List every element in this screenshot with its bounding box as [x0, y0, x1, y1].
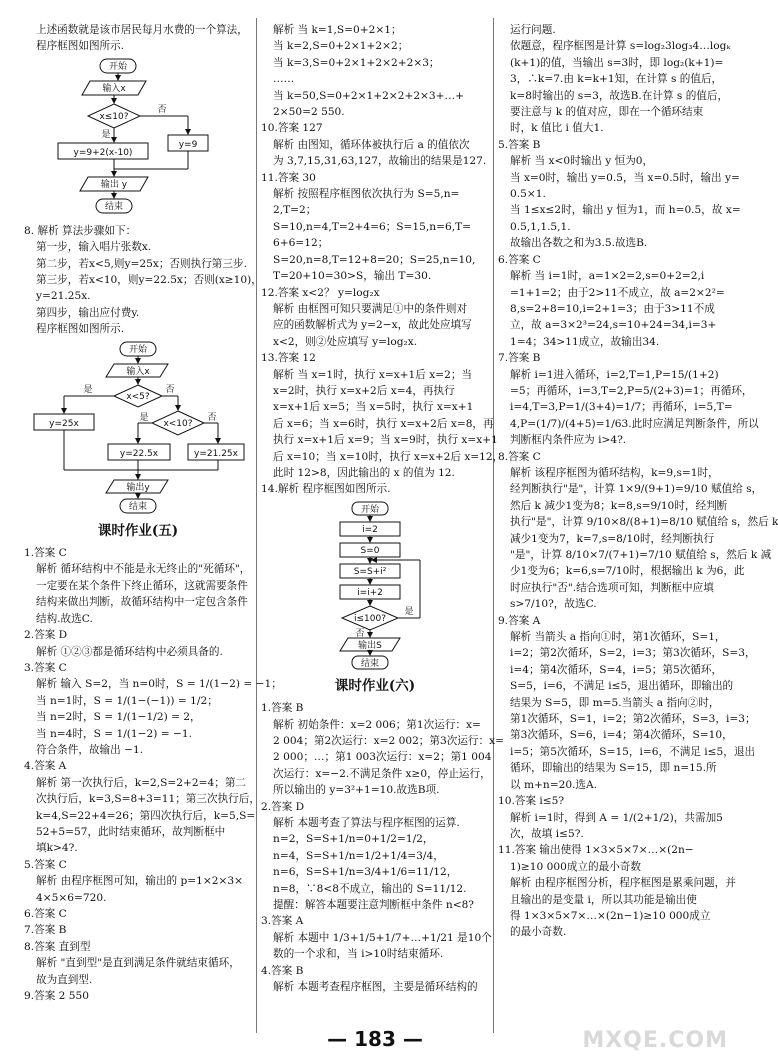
text-line: 2.答案 D: [24, 629, 68, 642]
text-line: 程序框图如图所示.: [36, 40, 125, 53]
text-line: 1.答案 C: [24, 547, 67, 560]
text-line: 解析 ①②③都是循环结构中必须具备的.: [36, 645, 223, 658]
text-line: 解析 循环结构中不能是永无终止的"死循环"，: [36, 563, 251, 576]
text-line: 解析 本题中 1/3+1/5+1/7+…+1/21 是10个: [273, 931, 492, 944]
text-line: 解析 i=1进入循环，i=2,T=1,P=15/(1+2): [510, 368, 719, 381]
text-line: 9.答案 A: [498, 614, 541, 627]
flowchart-water-fee: [38, 57, 238, 219]
text-line: 4.答案 A: [24, 760, 67, 773]
fc3-b1: i=2: [362, 524, 378, 535]
text-line: 7.答案 B: [498, 352, 541, 365]
page-number: — 183 —: [327, 1027, 423, 1051]
fc2-start: 开始: [128, 344, 148, 355]
fc3-end: 结束: [360, 658, 380, 669]
text-line: 4.答案 B: [261, 964, 304, 977]
text-line: 4×5×6=720.: [36, 891, 107, 904]
text-line: 1)≥10 000成立的最小奇数: [510, 860, 641, 873]
text-line: 当 x=0时，输出 y=0.5，当 x=0.5时，输出 y=: [510, 171, 740, 184]
text-line: 9.答案 2 550: [24, 990, 89, 1003]
text-line: 第二步，若x<5,则y=25x；否则执行第三步.: [36, 257, 247, 270]
text-line: 经判断执行"是"，计算 1×9/(9+1)=9/10 赋值给 s，: [510, 483, 763, 496]
text-line: 解析 由程序框图可知，输出的 p=1×2×3×: [36, 875, 243, 888]
text-line: 8.答案 直到型: [24, 940, 91, 953]
text-line: 当 n=4时，S = 1/(1−2) = −1.: [36, 727, 192, 740]
text-line: 应的函数解析式为 y=2−x，故此处应填写: [273, 319, 472, 332]
column-3: [498, 22, 778, 941]
text-line: 当 n=2时，S = 1/(1−1/2) = 2，: [36, 711, 201, 724]
text-line: 次，故填 i≤5?.: [510, 827, 584, 840]
text-line: 执行"是"，计算 9/10×8/(8+1)=8/10 赋值给 s，然后 k: [510, 516, 778, 529]
text-line: 的最小奇数.: [510, 926, 567, 939]
text-line: n=6，S=S+1/n=3/4+1/6=11/12，: [273, 866, 458, 879]
fc1-no: 否: [157, 104, 167, 115]
fc3-b4: i=i+2: [357, 587, 383, 598]
text-line: 循环，即输出的结果为 S=15，即 n=15.所: [510, 762, 717, 775]
text-line: 程序框图如图所示.: [36, 323, 125, 336]
text-line: 8.答案 C: [498, 450, 541, 463]
text-line: 此时 12>8，因此输出的 x 的值为 12.: [273, 466, 455, 479]
text-line: 2 004；第2次运行：x=2 002；第3次运行：x=: [273, 735, 504, 747]
text-line: 3.答案 A: [261, 915, 304, 928]
col2-top-text: [261, 22, 504, 498]
fc2-b3: y=21.25x: [194, 448, 238, 459]
column-divider-2: [493, 18, 494, 1033]
text-line: 以 m+n=20.选A.: [510, 778, 598, 791]
fc1-cond: x≤10?: [99, 111, 129, 122]
text-line: 运行问题.: [510, 24, 556, 36]
text-line: 执行 x=x+1后 x=9；当 x=9时，执行 x=x+1: [273, 434, 498, 447]
text-line: 立，故 a=3×2³=24,s=10+24=34,i=3+: [510, 319, 717, 332]
text-line: i=5；第5次循环，S=15，i=6，不满足 i≤5，退出: [510, 745, 756, 758]
text-line: 判断框内条件应为 i>4?.: [510, 434, 627, 447]
text-line: 5.答案 C: [24, 858, 67, 871]
section-heading-5: 课时作业(五): [97, 522, 179, 539]
text-line: 解析 当 x<0时输出 y 恒为0，: [510, 155, 654, 168]
text-line: 当 k=50,S=0+2×1+2×2+2×3+…+: [273, 89, 465, 102]
text-line: x<2，则②处应填写 y=log₂x.: [273, 335, 418, 348]
text-line: 解析 当箭头 a 指向①时，第1次循环，S=1，: [510, 631, 726, 644]
text-line: 解析 当 x=1时，执行 x=x+1后 x=2；当: [273, 368, 473, 381]
fc1-left-text: y=9+2(x-10): [73, 147, 133, 158]
fc2-no-2: 否: [207, 412, 217, 423]
fc3-cond: i≤100?: [354, 613, 386, 624]
text-line: 解析 当 k=1,S=0+2×1；: [273, 24, 402, 36]
text-line: y=21.25x.: [36, 290, 91, 303]
text-line: 第四步，输出应付费y.: [36, 306, 140, 319]
text-line: 3.答案 C: [24, 661, 67, 674]
text-line: 当 n=1时，S = 1/(1−(−1)) = 1/2；: [36, 694, 218, 707]
text-line: 当 1≤x≤2时，输出 y 恒为1，而 h=0.5，故 x=: [510, 204, 741, 217]
text-line: 解析 该程序框图为循环结构，k=9,s=1时，: [510, 466, 719, 479]
text-line: k=4,S=22+4=26；第四次执行后，k=5,S=: [36, 809, 256, 822]
fc1-input: 输入x: [102, 83, 126, 94]
text-line: 10.答案 127: [261, 122, 323, 135]
text-line: 14.解析 程序框图如图所示.: [261, 483, 391, 496]
text-line: T=20+10=30>S，输出 T=30.: [273, 270, 432, 283]
fc1-output: 输出 y: [100, 179, 128, 190]
text-line: 时应执行"否".结合选项可知，判断框中应填: [510, 581, 714, 594]
fc1-start: 开始: [108, 61, 128, 72]
text-line: 解析 本题考查了算法与程序框图的运算.: [273, 817, 460, 830]
text-line: 第一步，输入唱片张数x.: [36, 241, 152, 254]
text-line: 1=4；34>11成立，故输出34.: [510, 335, 660, 348]
text-line: 当 k=2,S=0+2×1+2×2；: [273, 40, 409, 53]
col1-mid-text: [24, 223, 262, 338]
fc2-input: 输入x: [126, 366, 150, 377]
text-line: 6.答案 C: [498, 253, 541, 266]
text-line: n=2，S=S+1/n=0+1/2=1/2，: [273, 833, 434, 846]
text-line: 解析 i=1时，得到 A = 1/(2+1/2)，共需加5: [510, 811, 723, 824]
text-line: 所以输出的 y=3²+1=10.故选B项.: [273, 784, 440, 797]
fc3-start: 开始: [360, 504, 380, 515]
text-line: 为 3,7,15,31,63,127，故输出的结果是127.: [273, 155, 487, 168]
text-line: "是"，计算 8/10×7/(7+1)=7/10 赋值给 s，然后 k 减: [510, 549, 772, 561]
text-line: 52+5=57，此时结束循环，故判断框中: [36, 825, 226, 838]
fc2-yes-1: 是: [83, 384, 93, 395]
text-line: 解析 当 i=1时，a=1×2=2,s=0+2=2,i: [510, 270, 705, 283]
fc1-end: 结束: [104, 201, 124, 212]
text-line: 一定要在某个条件下终止循环，这就需要条件: [36, 579, 248, 592]
fc2-yes-2: 是: [139, 412, 149, 423]
column-divider-1: [256, 18, 257, 1033]
section-heading-6: 课时作业(六): [334, 677, 416, 694]
text-line: k=8时输出的 s=3，故选B.在计算 s 的值后，: [510, 89, 729, 102]
text-line: 第三步，若x<10，则y=22.5x；否则(x≥10)，: [36, 274, 262, 287]
text-line: 解析 由图知，循环体被执行后 a 的值依次: [273, 138, 470, 151]
text-line: =1+1=2；由于2>11不成立，故 a=2×2²=: [510, 286, 725, 299]
text-line: n=4，S=S+1/n=1/2+1/4=3/4，: [273, 849, 444, 862]
text-line: 提醒：解答本题要注意判断框中条件 n<8?: [273, 899, 474, 912]
text-line: 然后 k 减少1变为8；k=8,s=9/10时，经判断: [510, 499, 728, 512]
text-line: 解析 "直到型"是直到满足条件就结束循环，: [36, 957, 240, 970]
text-line: 第3次循环，S=6，i=4；第4次循环，S=10，: [510, 729, 733, 742]
text-line: 依题意，程序框图是计算 s=log₂3log₃4…logₖ: [510, 40, 731, 53]
text-line: S=10,n=4,T=2+4=6；S=15,n=6,T=: [273, 220, 472, 233]
text-line: 结构.故选C.: [36, 612, 93, 625]
text-line: 8. 解析 算法步骤如下：: [24, 224, 137, 237]
text-line: 2.答案 D: [261, 800, 305, 813]
text-line: 4,P=(1/7)/(4+5)=1/63.此时应满足判断条件，所以: [510, 417, 759, 430]
text-line: 数的一个求和，当 i>10时结束循环.: [273, 948, 444, 961]
flowchart-sum-squares: [290, 500, 460, 670]
text-line: 符合条件，故输出 −1.: [36, 743, 144, 756]
text-line: 7.答案 B: [24, 924, 67, 937]
text-line: 解析 由框图可知只要满足①中的条件则对: [273, 302, 468, 315]
text-line: 得 1×3×5×7×…×(2n−1)≥10 000成立: [510, 909, 711, 922]
text-line: =5；再循环，i=3,T=2,P=5/(2+3)=1；再循环，: [510, 384, 753, 397]
text-line: 后 x=10；当 x=10时，执行 x=x+2后 x=12，: [273, 450, 504, 463]
text-line: 故输出各数之和为3.5.故选B.: [510, 237, 648, 250]
col1-bottom-text: [24, 545, 282, 1004]
fc3-yes: 是: [404, 606, 414, 617]
text-line: 少1变为6；k=6,s=7/10时，根据输出 k 为6，此: [510, 565, 745, 578]
text-line: 时，k 值比 i 值大1.: [510, 122, 604, 135]
text-line: 2,T=2；: [273, 204, 317, 217]
text-line: 且输出的是变量 i，所以其功能是输出使: [510, 893, 697, 906]
fc2-cond2: x<10?: [163, 418, 193, 429]
text-line: x=x+1后 x=5；当 x=5时，执行 x=x+1: [273, 401, 474, 414]
col3-text: [498, 22, 778, 941]
text-line: 8,s=2+8=10,i=2+1=3；由于3>11不成: [510, 302, 715, 315]
text-line: 3，∴k=7.由 k=k+1知，在计算 s 的值后，: [510, 73, 723, 86]
text-line: 解析 输入 S=2，当 n=0时，S = 1/(1−2) = −1；: [36, 678, 282, 691]
text-line: 结果为 S=5，即 m=5.当箭头 a 指向②时，: [510, 696, 720, 709]
col2-bottom-text: [261, 700, 504, 995]
text-line: 6.答案 C: [24, 908, 67, 920]
text-line: 解析 第一次执行后，k=2,S=2+2=4；第二: [36, 776, 247, 789]
text-line: 11.答案 30: [261, 171, 316, 184]
text-line: (k+1)的值，当输出 s=3时，即 log₂(k+1)=: [510, 56, 724, 69]
fc1-yes: 是: [101, 129, 111, 140]
text-line: 2×50=2 550.: [273, 106, 345, 119]
text-line: 解析 由程序框图分析，程序框图是累乘问题，并: [510, 877, 736, 890]
text-line: 要注意与 k 的值对应，即在一个循环结束: [510, 106, 704, 119]
text-line: 解析 本题考查程序框图，主要是循环结构的: [273, 981, 478, 994]
text-line: 0.5×1.: [510, 188, 546, 201]
text-line: 5.答案 B: [498, 138, 541, 151]
col1-top-text: [24, 22, 252, 55]
fc2-b2: y=22.5x: [119, 448, 159, 459]
text-line: 11.答案 输出使得 1×3×5×7×…×(2n−: [498, 844, 694, 857]
text-line: 次运行：x=−2.不满足条件 x≥0，停止运行，: [273, 767, 491, 780]
fc3-b3: S=S+i²: [353, 566, 387, 577]
text-line: 13.答案 12: [261, 352, 316, 365]
text-line: ……: [273, 73, 295, 86]
text-line: i=2；第2次循环，S=2，i=3；第3次循环，S=3，: [510, 647, 756, 660]
fc2-cond1: x<5?: [126, 391, 150, 402]
flowchart-record-price: [28, 340, 248, 515]
text-line: 解析 按照程序框图依次执行为 S=5,n=: [273, 188, 460, 201]
fc1-right-text: y=9: [178, 139, 198, 150]
text-line: 12.答案 x<2？ y=log₂x: [261, 286, 380, 299]
fc2-end: 结束: [128, 501, 148, 512]
fc3-output: 输出S: [358, 640, 382, 651]
fc2-no-1: 否: [165, 384, 175, 395]
text-line: 次执行后，k=3,S=8+3=11；第三次执行后，: [36, 793, 260, 806]
text-line: 填k>4?.: [36, 842, 78, 855]
text-line: 减少1变为7，k=7,s=8/10时，经判断执行: [510, 532, 715, 545]
page-number-value: 183: [354, 1027, 396, 1051]
column-1: [24, 22, 282, 1004]
fc2-b1: y=25x: [49, 418, 79, 429]
text-line: 1.答案 B: [261, 702, 304, 715]
text-line: 解析 初始条件：x=2 006；第1次运行：x=: [273, 718, 481, 731]
fc3-b2: S=0: [360, 545, 380, 556]
text-line: 10.答案 i≤5?: [498, 795, 565, 808]
text-line: i=4,T=3,P=1/(3+4)=1/7；再循环，i=5,T=: [510, 401, 733, 414]
fc2-output: 输出y: [126, 482, 150, 493]
watermark-logo: MXQE.COM: [582, 1028, 728, 1053]
text-line: 结构来做出判断，故循环结构中一定包含条件: [36, 596, 248, 609]
text-line: x=2时，执行 x=x+2后 x=4，再执行: [273, 384, 455, 397]
text-line: 6+6=12；: [273, 237, 329, 250]
text-line: 故为直到型.: [36, 973, 93, 986]
text-line: 0.5,1,1.5,1.: [510, 220, 571, 233]
text-line: S=5，i=6，不满足 i≤5，退出循环，即输出的: [510, 680, 734, 693]
text-line: 2 000；…；第1 003次运行：x=2；第1 004: [273, 751, 492, 764]
text-line: 当 k=3,S=0+2×1+2×2+2×3；: [273, 56, 440, 69]
text-line: S=20,n=8,T=12+8=20；S=25,n=10,: [273, 253, 476, 266]
fc3-no: 否: [355, 628, 365, 639]
text-line: 后 x=6；当 x=6时，执行 x=x+2后 x=8，再: [273, 417, 494, 430]
text-line: 第1次循环，S=1，i=2；第2次循环，S=3，i=3；: [510, 713, 756, 726]
text-line: i=4；第4次循环，S=4，i=5；第5次循环，: [510, 663, 723, 676]
text-line: 上述函数就是该市居民每月水费的一个算法，: [36, 24, 248, 36]
text-line: s>7/10?，故选C.: [510, 598, 597, 611]
column-2: [261, 22, 504, 996]
text-line: n=8，∵8<8不成立，输出的 S=11/12.: [273, 882, 467, 895]
